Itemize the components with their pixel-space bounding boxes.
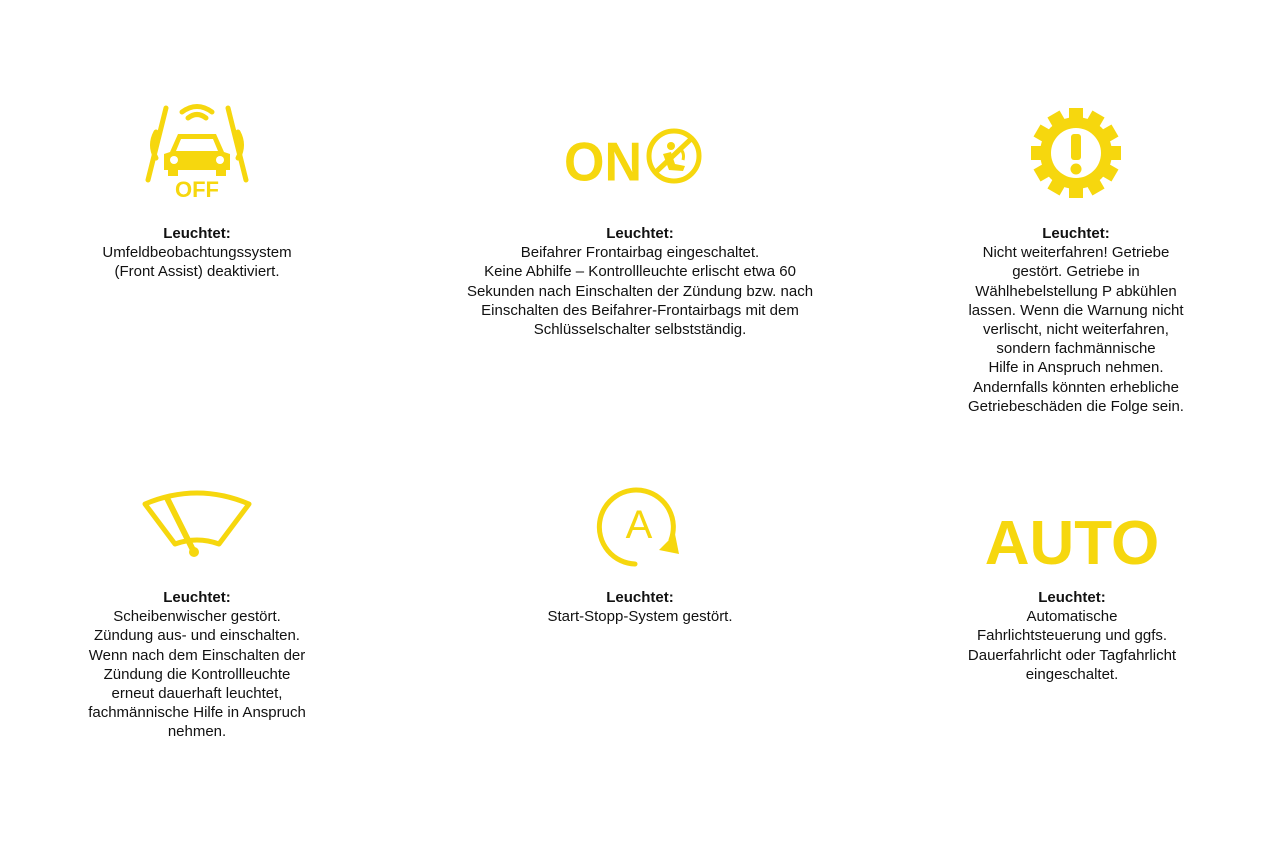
card-text — [872, 588, 1272, 684]
auto-icon-text: AUTO — [984, 509, 1160, 578]
card-description: Beifahrer Frontairbag eingeschaltet. Keine Abhilfe – Kontrollleuchte erlischt etwa 60 Sekunden nach Einschalten der Zündung bzw. nach Einschalten des Beifahrer-Frontairbags mit dem Schlüsselschalter selbstständig. — [466, 244, 814, 339]
card-heading: Leuchtet: — [1042, 225, 1110, 242]
front-assist-off-icon — [0, 104, 397, 200]
gearbox-warning-icon — [876, 106, 1276, 200]
card-heading: Leuchtet: — [163, 225, 231, 242]
card-description: Start-Stopp-System gestört. — [547, 608, 733, 626]
card-heading: Leuchtet: — [606, 225, 674, 242]
off-icon-text: OFF — [175, 177, 219, 202]
card-description: Scheibenwischer gestört. Zündung aus- und einschalten. Wenn nach dem Einschalten der Zündung die Kontrollleuchte erneut dauerhaft leuchtet, fachmännische Hilfe in Anspruch nehmen. — [88, 608, 306, 741]
card-heading: Leuchtet: — [1038, 589, 1106, 606]
card-text — [440, 224, 840, 339]
card-description: Nicht weiterfahren! Getriebe gestört. Getriebe in Wählhebelstellung P abkühlen lassen. Wenn die Warnung nicht verlischt, nicht weiterfahren, sondern fachmännische Hilfe in Anspruch nehmen. Andernfalls könnten erhebliche Getriebeschäden die Folge sein. — [968, 244, 1184, 415]
card-text — [0, 588, 397, 742]
wiper-fault-icon — [0, 488, 397, 564]
card-text — [0, 224, 397, 282]
airbag-on-icon — [440, 124, 840, 193]
card-heading: Leuchtet: — [163, 589, 231, 606]
auto-light-icon — [872, 508, 1272, 578]
on-icon-text: ON — [564, 132, 642, 193]
card-description: Umfeldbeobachtungssystem (Front Assist) deaktiviert. — [102, 244, 292, 281]
card-description: Automatische Fahrlichtsteuerung und ggfs. Dauerfahrlicht oder Tagfahrlicht eingeschaltet. — [967, 608, 1177, 683]
card-text — [876, 224, 1276, 416]
card-heading: Leuchtet: — [606, 589, 674, 606]
start-stop-letter: A — [625, 503, 653, 547]
start-stop-icon — [440, 484, 840, 570]
card-text — [440, 588, 840, 626]
